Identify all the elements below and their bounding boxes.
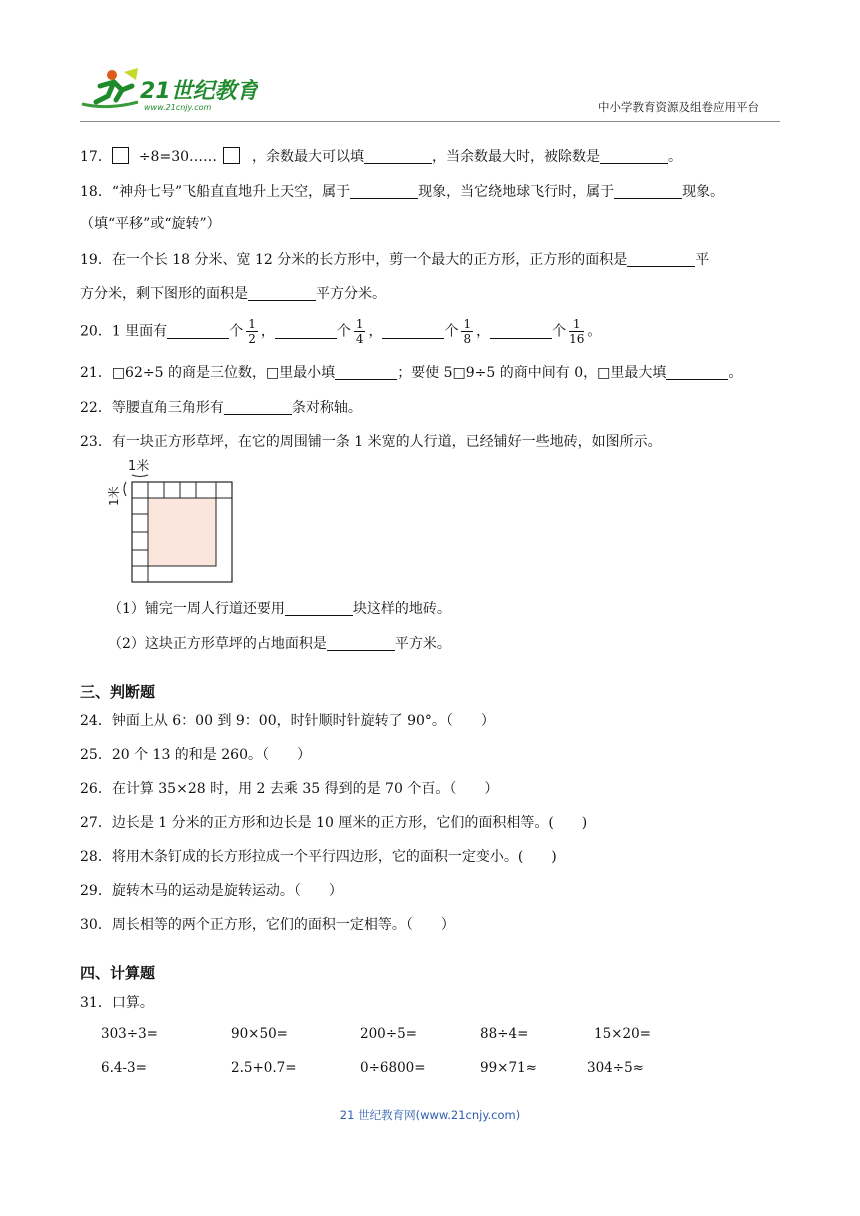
judge-item-29: 29．旋转木马的运动是旋转运动。（ ） — [80, 883, 343, 899]
answer-blank — [167, 324, 229, 339]
calc-item: 304÷5≈ — [587, 1060, 644, 1076]
answer-blank — [666, 365, 728, 380]
answer-blank — [350, 184, 418, 199]
site-logo — [78, 66, 258, 116]
fraction: $\frac{1}{4}$ — [355, 317, 364, 346]
answer-box — [112, 147, 129, 164]
question-23-part2: （2）这块正方形草坪的占地面积是 平方米。 — [108, 636, 451, 652]
fraction: $\frac{1}{16}$ — [569, 317, 585, 346]
calc-item: 99×71≈ — [480, 1060, 537, 1076]
section-title-calculation: 四、计算题 — [80, 964, 156, 982]
platform-name: 中小学教育资源及组卷应用平台 — [598, 100, 759, 114]
judge-item-26: 26．在计算 35×28 时，用 2 去乘 35 得到的是 70 个百。（ ） — [80, 781, 499, 797]
section-title-judgement: 三、判断题 — [80, 683, 156, 701]
answer-blank — [327, 636, 395, 651]
answer-blank — [490, 324, 552, 339]
question-22: 22．等腰直角三角形有 条对称轴。 — [80, 400, 362, 416]
answer-blank — [614, 184, 682, 199]
calc-item: 15×20= — [594, 1026, 651, 1042]
figure-top-label: 1米 — [128, 459, 150, 474]
fraction: $\frac{1}{8}$ — [463, 317, 472, 346]
calc-item: 2.5+0.7= — [231, 1060, 297, 1076]
question-19-cont: 方分米，剩下图形的面积是 平方分米。 — [80, 286, 386, 302]
calc-item: 90×50= — [231, 1026, 288, 1042]
answer-blank — [600, 149, 668, 164]
question-21: 21．□62÷5 的商是三位数，□里最小填 ；要使 5□9÷5 的商中间有 0，□里最大填 。 — [80, 365, 743, 381]
calc-item: 303÷3= — [101, 1026, 158, 1042]
fraction: $\frac{1}{2}$ — [248, 317, 256, 346]
calc-item: 200÷5= — [360, 1026, 417, 1042]
calc-item: 6.4-3= — [101, 1060, 147, 1076]
judge-item-24: 24．钟面上从 6：00 到 9：00，时针顺时针旋转了 90°。（ ） — [80, 713, 495, 729]
answer-blank — [627, 252, 695, 267]
calc-item: 88÷4= — [480, 1026, 529, 1042]
answer-blank — [364, 149, 432, 164]
judge-item-27: 27．边长是 1 分米的正方形和边长是 10 厘米的正方形，它们的面积相等。( ) — [80, 815, 588, 831]
question-18-note: （填“平移”或“旋转”） — [80, 216, 221, 232]
question-17: 17． ÷8=30…… ，余数最大可以填 ，当余数最大时，被除数是 。 — [80, 149, 683, 165]
pavement-figure — [100, 456, 240, 586]
judge-item-28: 28．将用木条钉成的长方形拉成一个平行四边形，它的面积一定变小。( ) — [80, 849, 557, 865]
question-20: 20．1 里面有 个 $\frac{1}{2}$ ， 个 $\frac{1}{4}$ ， 个 $\frac{1}{8}$ ， 个 $\frac{1}{16}$ 。 — [80, 317, 602, 346]
question-23-part1: （1）铺完一周人行道还要用 块这样的地砖。 — [108, 601, 451, 617]
answer-blank — [285, 601, 353, 616]
answer-blank — [382, 324, 444, 339]
logo-text: 21世纪教育 — [140, 79, 258, 104]
question-23: 23．有一块正方形草坪，在它的周围铺一条 1 米宽的人行道，已经铺好一些地砖，如图所示。 — [80, 434, 662, 450]
answer-blank — [224, 400, 292, 415]
answer-blank — [335, 365, 397, 380]
calc-item: 0÷6800= — [360, 1060, 426, 1076]
figure-left-label: 1米 — [107, 486, 121, 506]
logo-url: www.21cnjy.com — [144, 103, 212, 112]
judge-item-30: 30．周长相等的两个正方形，它们的面积一定相等。（ ） — [80, 917, 455, 933]
question-31: 31．口算。 — [80, 995, 154, 1011]
answer-blank — [248, 286, 316, 301]
header-divider — [80, 121, 780, 122]
footer-link[interactable]: 21 世纪教育网(www.21cnjy.com) — [339, 1108, 521, 1122]
answer-box — [223, 147, 240, 164]
answer-blank — [275, 324, 337, 339]
question-19: 19．在一个长 18 分米、宽 12 分米的长方形中，剪一个最大的正方形，正方形的面积是 平 — [80, 252, 710, 268]
question-18: 18．“神舟七号”飞船直直地升上天空，属于 现象，当它绕地球飞行时，属于 现象。 — [80, 184, 725, 200]
judge-item-25: 25．20 个 13 的和是 260。（ ） — [80, 747, 311, 763]
